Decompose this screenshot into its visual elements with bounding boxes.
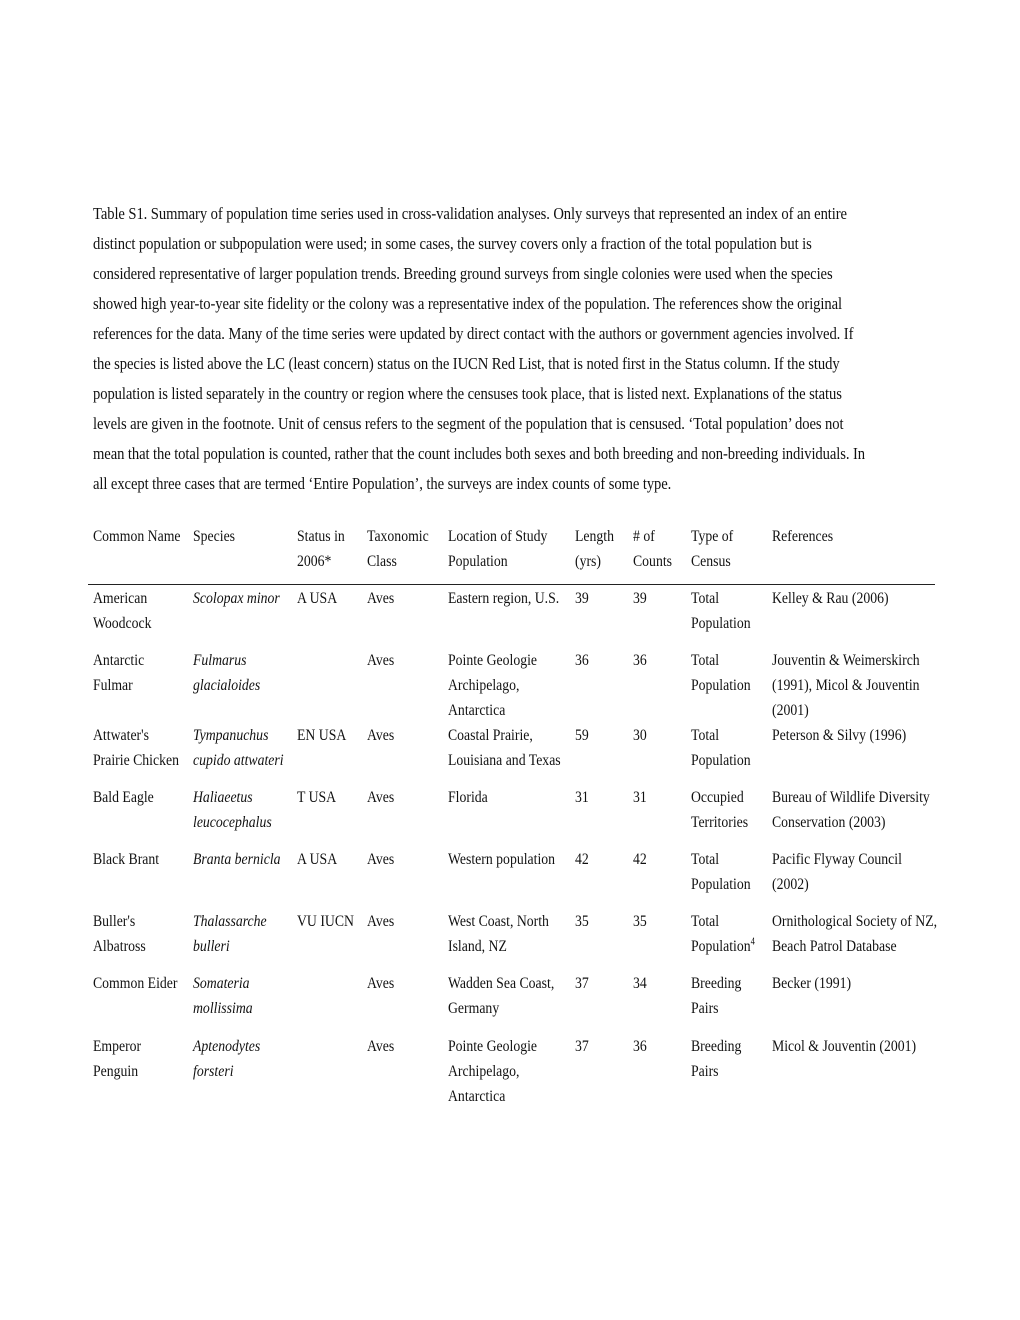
header-line: Class [367, 553, 397, 570]
cell-counts [633, 909, 647, 934]
cell-common-name [93, 909, 146, 959]
cell-taxonomic-class [367, 586, 394, 611]
cell-line: Branta bernicla [193, 851, 281, 868]
cell-taxonomic-class [367, 648, 394, 673]
cell-line: Common Eider [93, 975, 178, 992]
header-line: Species [193, 528, 236, 545]
cell-species [193, 785, 272, 835]
cell-line: (2002) [772, 876, 809, 893]
cell-census-type [691, 785, 748, 835]
cell-line: mollissima [193, 1000, 253, 1017]
cell-line: Somateria [193, 975, 250, 992]
cell-line: Total [691, 652, 720, 669]
header-line: Census [691, 553, 731, 570]
cell-status [297, 586, 337, 611]
cell-line: Becker (1991) [772, 975, 852, 992]
cell-references [772, 586, 889, 611]
cell-line: Germany [448, 1000, 500, 1017]
cell-references [772, 723, 906, 748]
header-line: (yrs) [575, 553, 601, 570]
cell-location [448, 648, 537, 723]
cell-status [297, 785, 336, 810]
cell-line: Fulmar [93, 677, 133, 694]
cell-location [448, 847, 555, 872]
cell-line: West Coast, North [448, 913, 549, 930]
cell-common-name [93, 785, 154, 810]
cell-line: Bureau of Wildlife Diversity [772, 789, 930, 806]
cell-line: leucocephalus [193, 814, 272, 831]
cell-common-name [93, 971, 177, 996]
table-caption [93, 199, 936, 499]
cell-line: Bald Eagle [93, 789, 154, 806]
cell-census-type [691, 586, 751, 636]
cell-taxonomic-class [367, 847, 394, 872]
header-line: Type of [691, 528, 734, 545]
cell-line: Aves [367, 727, 395, 744]
cell-line: 37 [575, 1038, 589, 1055]
cell-census-type [691, 648, 751, 698]
cell-line: A USA [297, 590, 338, 607]
cell-species [193, 586, 280, 611]
cell-line: Florida [448, 789, 488, 806]
cell-line: Louisiana and Texas [448, 752, 561, 769]
cell-species [193, 847, 281, 872]
cell-line: Kelley & Rau (2006) [772, 590, 889, 607]
cell-line: Haliaeetus [193, 789, 253, 806]
cell-line: Emperor [93, 1038, 142, 1055]
header-line: Status in [297, 528, 345, 545]
cell-line: 36 [633, 1038, 647, 1055]
cell-line: A USA [297, 851, 338, 868]
cell-common-name [93, 723, 179, 773]
header-line: References [772, 528, 834, 545]
cell-line: Eastern region, U.S. [448, 590, 560, 607]
caption-line: levels are given in the footnote. Unit of census refers to the segment of the population that is censused. ‘Total population’ does not [93, 414, 844, 433]
cell-census-type [691, 909, 755, 959]
cell-line: Aves [367, 590, 395, 607]
cell-status [297, 847, 337, 872]
cell-line: Antarctic [93, 652, 145, 669]
cell-line: Archipelago, [448, 677, 520, 694]
cell-line: Aves [367, 1038, 395, 1055]
footnote-marker: 4 [750, 936, 755, 948]
cell-line: Antarctica [448, 1088, 506, 1105]
cell-taxonomic-class [367, 909, 394, 934]
header-line: Location of Study [448, 528, 548, 545]
cell-line: Scolopax minor [193, 590, 280, 607]
cell-line: forsteri [193, 1063, 234, 1080]
cell-location [448, 785, 488, 810]
cell-line: Breeding [691, 975, 742, 992]
caption-line: Table S1. Summary of population time series used in cross-validation analyses. Only surveys that represented an index of an entire [93, 204, 847, 223]
cell-line: 36 [633, 652, 647, 669]
cell-line: T USA [297, 789, 337, 806]
cell-line: Pairs [691, 1063, 719, 1080]
cell-line: Population [691, 677, 751, 694]
cell-line: Population [691, 615, 751, 632]
cell-length [575, 971, 589, 996]
cell-line: Penguin [93, 1063, 139, 1080]
caption-line: the species is listed above the LC (least concern) status on the IUCN Red List, that is noted first in the Status column. If the study [93, 354, 840, 373]
species-table [88, 524, 938, 1105]
cell-line: Pairs [691, 1000, 719, 1017]
cell-counts [633, 586, 647, 611]
cell-length [575, 847, 589, 872]
cell-line: Aptenodytes [193, 1038, 261, 1055]
cell-location [448, 723, 561, 773]
cell-census-type [691, 1034, 741, 1084]
cell-line: EN USA [297, 727, 347, 744]
cell-location [448, 971, 554, 1021]
cell-counts [633, 847, 647, 872]
cell-line: 59 [575, 727, 589, 744]
cell-line: 31 [633, 789, 647, 806]
cell-length [575, 723, 589, 748]
header-line: Population [448, 553, 508, 570]
header-references [772, 524, 833, 549]
header-census-type [691, 524, 733, 574]
cell-line: Fulmarus [193, 652, 247, 669]
caption-line: mean that the total population is counted, rather that the count includes both sexes and both breeding and non-breeding individuals. In [93, 444, 865, 463]
cell-line: Total [691, 727, 720, 744]
cell-line: Aves [367, 913, 395, 930]
cell-line: Occupied [691, 789, 744, 806]
caption-line: all except three cases that are termed ‘Entire Population’, the surveys are index counts of some type. [93, 474, 672, 493]
cell-counts [633, 785, 647, 810]
cell-line: (1991), Micol & Jouventin [772, 677, 920, 694]
cell-line: 35 [575, 913, 589, 930]
cell-references [772, 785, 930, 835]
cell-line: Pacific Flyway Council [772, 851, 902, 868]
cell-line: Jouventin & Weimerskirch [772, 652, 920, 669]
cell-counts [633, 723, 647, 748]
cell-line: 39 [575, 590, 589, 607]
cell-line: (2001) [772, 702, 809, 719]
cell-line: 35 [633, 913, 647, 930]
cell-taxonomic-class [367, 971, 394, 996]
caption-line: distinct population or subpopulation were used; in some cases, the survey covers only a fraction of the total population but is [93, 234, 812, 253]
cell-species [193, 648, 260, 698]
cell-counts [633, 971, 647, 996]
cell-line: Archipelago, [448, 1063, 520, 1080]
cell-common-name [93, 586, 152, 636]
cell-line: Island, NZ [448, 938, 507, 955]
header-line: Taxonomic [367, 528, 429, 545]
cell-species [193, 971, 253, 1021]
cell-line: 34 [633, 975, 647, 992]
cell-references [772, 909, 937, 959]
cell-line: Micol & Jouventin (2001) [772, 1038, 917, 1055]
cell-status [297, 723, 346, 748]
cell-line: 42 [633, 851, 647, 868]
caption-line: population is listed separately in the country or region where the censuses took place, that is listed next. Explanations of the status [93, 384, 842, 403]
cell-common-name [93, 648, 144, 698]
cell-line: Antarctica [448, 702, 506, 719]
cell-line: Black Brant [93, 851, 160, 868]
cell-line: 31 [575, 789, 589, 806]
cell-line: Population [691, 876, 751, 893]
cell-line: Total [691, 913, 720, 930]
header-line: 2006* [297, 553, 332, 570]
cell-line: Aves [367, 652, 395, 669]
cell-length [575, 909, 589, 934]
cell-line: Total [691, 590, 720, 607]
cell-line: Wadden Sea Coast, [448, 975, 555, 992]
header-line: Length [575, 528, 614, 545]
cell-species [193, 1034, 260, 1084]
cell-line: Prairie Chicken [93, 752, 179, 769]
cell-line: Thalassarche [193, 913, 267, 930]
cell-line: Woodcock [93, 615, 152, 632]
cell-location [448, 1034, 537, 1109]
cell-line: Aves [367, 851, 395, 868]
cell-counts [633, 1034, 647, 1059]
cell-line: Beach Patrol Database [772, 938, 897, 955]
header-line: # of [633, 528, 655, 545]
cell-census-type [691, 847, 751, 897]
cell-line: cupido attwateri [193, 752, 284, 769]
cell-line: 42 [575, 851, 589, 868]
cell-line: Ornithological Society of NZ, [772, 913, 938, 930]
cell-line: Pointe Geologie [448, 1038, 538, 1055]
cell-line: Aves [367, 975, 395, 992]
cell-species [193, 909, 267, 959]
cell-length [575, 648, 589, 673]
cell-census-type [691, 723, 751, 773]
cell-line: Conservation (2003) [772, 814, 886, 831]
cell-location [448, 586, 559, 611]
cell-line: 36 [575, 652, 589, 669]
cell-location [448, 909, 549, 959]
cell-references [772, 1034, 916, 1059]
cell-line: Population [691, 752, 751, 769]
header-counts [633, 524, 672, 574]
header-length [575, 524, 614, 574]
cell-line: Territories [691, 814, 749, 831]
cell-line: Total [691, 851, 720, 868]
cell-length [575, 785, 589, 810]
cell-length [575, 1034, 589, 1059]
cell-line: Coastal Prairie, [448, 727, 533, 744]
header-line: Counts [633, 553, 672, 570]
cell-line: Western population [448, 851, 556, 868]
caption-line: showed high year-to-year site fidelity or the colony was a representative index of the population. The references show the original [93, 294, 842, 313]
cell-line: 37 [575, 975, 589, 992]
cell-references [772, 847, 902, 897]
cell-status [297, 909, 354, 934]
cell-line: Pointe Geologie [448, 652, 538, 669]
cell-line: Peterson & Silvy (1996) [772, 727, 907, 744]
header-status [297, 524, 345, 574]
cell-line: Buller's [93, 913, 136, 930]
cell-common-name [93, 847, 159, 872]
caption-line: references for the data. Many of the time series were updated by direct contact with the authors or government agencies involved. If [93, 324, 854, 343]
cell-line: American [93, 590, 148, 607]
caption-line: considered representative of larger population trends. Breeding ground surveys from single colonies were used when the species [93, 264, 833, 283]
cell-line: Albatross [93, 938, 146, 955]
cell-taxonomic-class [367, 1034, 394, 1059]
cell-line: 30 [633, 727, 647, 744]
cell-line: Breeding [691, 1038, 742, 1055]
cell-line: Attwater's [93, 727, 149, 744]
cell-references [772, 971, 851, 996]
header-line: Common Name [93, 528, 181, 545]
cell-taxonomic-class [367, 723, 394, 748]
cell-counts [633, 648, 647, 673]
cell-line: Aves [367, 789, 395, 806]
header-taxonomic-class [367, 524, 429, 574]
cell-line: 39 [633, 590, 647, 607]
cell-common-name [93, 1034, 141, 1084]
header-species [193, 524, 235, 549]
cell-line: bulleri [193, 938, 230, 955]
cell-taxonomic-class [367, 785, 394, 810]
table-header-row [88, 524, 935, 585]
cell-line: VU IUCN [297, 913, 354, 930]
cell-line: glacialoides [193, 677, 261, 694]
cell-length [575, 586, 589, 611]
cell-line: Population$^4$ [691, 936, 755, 955]
cell-line: Tympanuchus [193, 727, 269, 744]
cell-census-type [691, 971, 741, 1021]
cell-species [193, 723, 284, 773]
header-common-name [93, 524, 181, 549]
header-location [448, 524, 547, 574]
cell-references [772, 648, 920, 723]
